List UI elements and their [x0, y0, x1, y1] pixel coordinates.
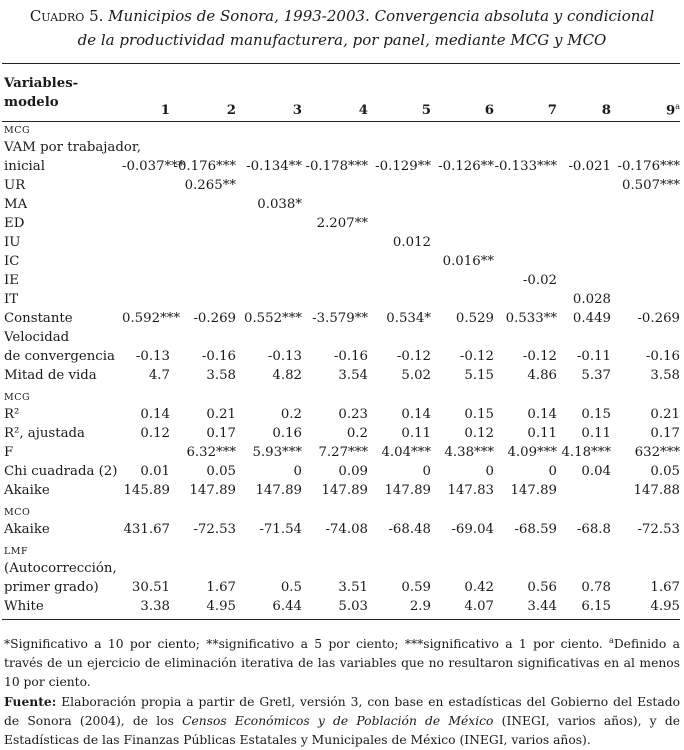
cell-model-2: [170, 233, 236, 252]
cell-model-3: [236, 176, 302, 195]
cell-model-6: 0.016**: [442, 254, 494, 269]
cell-model-9: 0.21: [650, 407, 680, 422]
cell-model-2: [170, 290, 236, 309]
cell-model-9: [611, 271, 680, 290]
cell-model-6: [431, 138, 494, 157]
header-col-7: 7: [547, 103, 557, 118]
cell-model-7: 4.09***: [507, 445, 557, 460]
cell-model-4: [302, 271, 368, 290]
row-label: White: [4, 599, 44, 614]
row-label: inicial: [4, 159, 45, 174]
row-label: Chi cuadrada (2): [4, 464, 118, 479]
row-label: Akaike: [4, 522, 50, 537]
row-label: IT: [4, 292, 19, 307]
header-col-9: 9$^a$: [665, 101, 680, 118]
cell-model-9: [611, 290, 680, 309]
cell-model-8: 0.11: [581, 426, 611, 441]
cell-model-7: [494, 328, 557, 347]
cell-model-3: [236, 290, 302, 309]
table-row: [4, 138, 680, 157]
cell-model-7: 0.11: [527, 426, 557, 441]
cell-model-7: 0.533**: [505, 311, 557, 326]
header-col-4: 4: [358, 103, 368, 118]
cell-model-6: -0.126**: [438, 159, 494, 174]
cell-model-4: 5.03: [338, 599, 368, 614]
table-row: [4, 481, 680, 500]
cell-model-2: -72.53: [193, 522, 236, 537]
cell-model-3: 0.038*: [257, 197, 302, 212]
cell-model-3: 5.93***: [252, 445, 302, 460]
table-row: [4, 405, 680, 424]
cell-model-5: 0.012: [392, 235, 431, 250]
cell-model-5: [368, 290, 431, 309]
cell-model-8: 0.028: [572, 292, 611, 307]
cell-model-2: [170, 138, 236, 157]
table-row: [4, 157, 680, 176]
cell-model-7: 0: [548, 464, 557, 479]
table-row: [4, 424, 680, 443]
cell-model-1: 0.01: [140, 464, 170, 479]
cell-model-4: 147.89: [321, 483, 368, 498]
cell-model-8: 0.449: [572, 311, 611, 326]
table-body: [4, 118, 680, 385]
cell-model-6: [431, 214, 494, 233]
row-label: IU: [4, 235, 21, 250]
cell-model-5: 0.534*: [386, 311, 431, 326]
row-label: ED: [4, 216, 25, 231]
cell-model-9: 4.95: [650, 599, 680, 614]
row-label: Constante: [4, 311, 73, 326]
cell-model-3: 0.2: [280, 407, 302, 422]
caption-label: Cuadro 5.: [29, 7, 104, 25]
cell-model-3: 0.16: [272, 426, 302, 441]
cell-model-4: [302, 290, 368, 309]
cell-model-9: -0.269: [637, 311, 680, 326]
cell-model-7: -0.133***: [494, 159, 557, 174]
cell-model-1: [122, 233, 170, 252]
row-label: Akaike: [4, 483, 50, 498]
row-label: UR: [4, 178, 26, 193]
cell-model-1: 431.67: [123, 522, 170, 537]
cell-model-3: -0.134**: [246, 159, 302, 174]
table-row: [4, 214, 680, 233]
cell-model-3: [236, 233, 302, 252]
cell-model-5: 0.59: [401, 580, 431, 595]
cell-model-8: [557, 214, 611, 233]
cell-model-6: 4.38***: [444, 445, 494, 460]
source-title: Censos Económicos y de Población de México: [182, 714, 494, 729]
cell-model-2: -0.176***: [173, 159, 236, 174]
section-lmf: LMF: [4, 546, 29, 557]
cell-model-3: [236, 214, 302, 233]
cell-model-3: [236, 138, 302, 157]
cell-model-8: 6.15: [581, 599, 611, 614]
cell-model-8: -0.11: [576, 349, 611, 364]
row-label: primer grado): [4, 580, 99, 595]
cell-model-3: [236, 252, 302, 271]
cell-model-4: 0.23: [338, 407, 368, 422]
cell-model-3: -0.13: [267, 349, 302, 364]
note-sup-a: a: [609, 636, 614, 645]
cell-model-5: 0: [422, 464, 431, 479]
header-col-8: 8: [601, 103, 611, 118]
cell-model-4: 3.51: [338, 580, 368, 595]
cell-model-9: [611, 214, 680, 233]
cell-model-4: [302, 138, 368, 157]
cell-model-7: [494, 138, 557, 157]
cell-model-7: [494, 252, 557, 271]
cell-model-3: [236, 559, 302, 578]
table-row: [4, 271, 680, 290]
cell-model-8: -68.8: [576, 522, 611, 537]
cell-model-6: [431, 195, 494, 214]
cell-model-8: 0.04: [581, 464, 611, 479]
cell-model-2: 4.95: [206, 599, 236, 614]
cell-model-2: 3.58: [206, 368, 236, 383]
cell-model-8: 0.78: [581, 580, 611, 595]
cell-model-1: [122, 214, 170, 233]
cell-model-1: 0.14: [140, 407, 170, 422]
table-row: [4, 597, 680, 616]
cell-model-5: 4.04***: [381, 445, 431, 460]
table-row: [4, 347, 680, 366]
row-label: (Autocorrección,: [4, 561, 117, 576]
cell-model-7: 0.56: [527, 580, 557, 595]
table-row: [4, 559, 680, 578]
cell-model-1: [122, 176, 170, 195]
cell-model-4: 3.54: [338, 368, 368, 383]
row-label: R², ajustada: [4, 426, 85, 441]
cell-model-9: -0.176***: [617, 159, 680, 174]
source-text-2: (INEGI, varios años), y de Estadísticas de las Finanzas Públicas Estatales y Municipales de México (INEGI, varios años).: [4, 714, 680, 748]
header-col-3: 3: [292, 103, 302, 118]
cell-model-7: -0.02: [522, 273, 557, 288]
table-row: [4, 176, 680, 195]
table-row: [4, 252, 680, 271]
cell-model-1: -0.13: [135, 349, 170, 364]
results-table: [4, 72, 680, 616]
cell-model-1: [122, 559, 170, 578]
cell-model-9: -0.16: [645, 349, 680, 364]
cell-model-1: [122, 195, 170, 214]
caption-line2: de la productividad manufacturera, por panel, mediante MCG y MCO: [77, 31, 607, 49]
cell-model-4: 0.2: [346, 426, 368, 441]
table-row: [4, 366, 680, 385]
cell-model-1: 3.38: [140, 599, 170, 614]
cell-model-5: 0.14: [401, 407, 431, 422]
cell-model-2: -0.269: [193, 311, 236, 326]
cell-model-4: [302, 252, 368, 271]
cell-model-2: 6.32***: [186, 445, 236, 460]
cell-model-1: 0.592***: [122, 311, 181, 326]
cell-model-7: [494, 233, 557, 252]
top-rule: [2, 63, 680, 64]
cell-model-5: [368, 138, 431, 157]
cell-model-6: [431, 328, 494, 347]
cell-model-7: [494, 176, 557, 195]
header-col-6: 6: [484, 103, 494, 118]
cell-model-3: 4.82: [272, 368, 302, 383]
cell-model-2: [170, 559, 236, 578]
cell-model-8: [557, 481, 611, 500]
table-row: [4, 233, 680, 252]
definition-note: Definido a través de un ejercicio de eliminación iterativa de las variables que no resultaron significativas en al menos 10 por ciento.: [4, 637, 680, 690]
section-mco: MCO: [4, 507, 31, 518]
table-row: [4, 578, 680, 597]
cell-model-9: [611, 252, 680, 271]
cell-model-6: -0.12: [459, 349, 494, 364]
cell-model-2: 0.21: [206, 407, 236, 422]
cell-model-6: 5.15: [464, 368, 494, 383]
cell-model-2: 147.89: [189, 483, 236, 498]
cell-model-8: [557, 559, 611, 578]
cell-model-4: -3.579**: [312, 311, 368, 326]
table-row: [4, 520, 680, 539]
cell-model-5: [368, 559, 431, 578]
cell-model-6: 0.12: [464, 426, 494, 441]
cell-model-5: -68.48: [388, 522, 431, 537]
cell-model-5: [368, 176, 431, 195]
cell-model-2: [170, 328, 236, 347]
row-label: VAM por trabajador,: [4, 140, 142, 155]
section-mcg-stats: MCG: [4, 392, 31, 403]
cell-model-7: 3.44: [527, 599, 557, 614]
cell-model-5: [368, 252, 431, 271]
cell-model-2: [170, 214, 236, 233]
cell-model-6: [431, 290, 494, 309]
cell-model-3: 6.44: [272, 599, 302, 614]
cell-model-1: [122, 443, 170, 462]
cell-model-4: 2.207**: [316, 216, 368, 231]
section-label-row: [4, 500, 680, 520]
row-label: Mitad de vida: [4, 368, 97, 383]
cell-model-3: 147.89: [255, 483, 302, 498]
table-body-mco: [4, 500, 680, 539]
cell-model-7: -68.59: [514, 522, 557, 537]
cell-model-6: -69.04: [451, 522, 494, 537]
header-variables: Variables- modelo: [4, 76, 79, 110]
cell-model-2: 0.17: [206, 426, 236, 441]
cell-model-9: 147.88: [633, 483, 680, 498]
table-row: [4, 195, 680, 214]
cell-model-7: 0.14: [527, 407, 557, 422]
cell-model-6: 0.15: [464, 407, 494, 422]
cell-model-5: 147.89: [384, 483, 431, 498]
cell-model-1: [122, 271, 170, 290]
cell-model-6: 0.42: [464, 580, 494, 595]
significance-note: *Significativo a 10 por ciento; **significativo a 5 por ciento; ***significativo a 1 por ciento.: [4, 637, 603, 652]
cell-model-6: [431, 271, 494, 290]
cell-model-3: 0.5: [280, 580, 302, 595]
table-row: [4, 462, 680, 481]
cell-model-1: 0.12: [140, 426, 170, 441]
row-label: MA: [4, 197, 28, 212]
row-label: Velocidad: [4, 330, 70, 345]
section-mcg: MCG: [4, 125, 31, 136]
table-row: [4, 443, 680, 462]
cell-model-1: 145.89: [123, 483, 170, 498]
cell-model-4: -0.16: [333, 349, 368, 364]
cell-model-1: 30.51: [131, 580, 170, 595]
cell-model-5: -0.129**: [375, 159, 431, 174]
cell-model-7: 4.86: [527, 368, 557, 383]
cell-model-2: [170, 271, 236, 290]
cell-model-7: [494, 290, 557, 309]
cell-model-3: [236, 328, 302, 347]
cell-model-7: [494, 195, 557, 214]
cell-model-9: 0.05: [650, 464, 680, 479]
row-label: R²: [4, 407, 20, 422]
cell-model-7: -0.12: [522, 349, 557, 364]
bottom-rule: [2, 619, 680, 620]
cell-model-5: 5.02: [401, 368, 431, 383]
table-body-stats: [4, 385, 680, 500]
cell-model-6: 147.83: [447, 483, 494, 498]
cell-model-4: [302, 176, 368, 195]
cell-model-7: [494, 559, 557, 578]
cell-model-9: [611, 233, 680, 252]
cell-model-4: 7.27***: [318, 445, 368, 460]
cell-model-2: 1.67: [206, 580, 236, 595]
cell-model-2: [170, 195, 236, 214]
cell-model-1: [122, 290, 170, 309]
table-body-lmf: [4, 539, 680, 616]
cell-model-4: -0.178***: [305, 159, 368, 174]
source-label: Fuente:: [4, 694, 57, 710]
cell-model-9: 3.58: [650, 368, 680, 383]
cell-model-8: [557, 195, 611, 214]
cell-model-6: [431, 559, 494, 578]
cell-model-9: [611, 138, 680, 157]
cell-model-6: [431, 176, 494, 195]
cell-model-4: [302, 328, 368, 347]
row-label: de convergencia: [4, 349, 115, 364]
cell-model-4: [302, 195, 368, 214]
cell-model-3: 0: [293, 464, 302, 479]
cell-model-6: 0: [485, 464, 494, 479]
cell-model-9: [611, 195, 680, 214]
cell-model-8: [557, 328, 611, 347]
cell-model-9: 632***: [634, 445, 680, 460]
cell-model-5: [368, 195, 431, 214]
row-label: IE: [4, 273, 19, 288]
cell-model-8: 0.15: [581, 407, 611, 422]
table-notes: [4, 631, 680, 750]
cell-model-3: [236, 271, 302, 290]
cell-model-7: [494, 214, 557, 233]
cell-model-5: [368, 271, 431, 290]
cell-model-9: 1.67: [650, 580, 680, 595]
header-col-1: 1: [160, 103, 170, 118]
cell-model-2: 0.05: [206, 464, 236, 479]
table-row: [4, 309, 680, 328]
cell-model-5: [368, 214, 431, 233]
cell-model-4: [302, 233, 368, 252]
cell-model-2: 0.265**: [184, 178, 236, 193]
cell-model-6: 0.529: [455, 311, 494, 326]
cell-model-8: [557, 138, 611, 157]
cell-model-8: 5.37: [581, 368, 611, 383]
cell-model-3: -71.54: [259, 522, 302, 537]
section-label-row: [4, 385, 680, 405]
caption-line1: Municipios de Sonora, 1993-2003. Convergencia absoluta y condicional: [108, 7, 655, 25]
cell-model-8: 4.18***: [561, 445, 611, 460]
cell-model-8: [557, 252, 611, 271]
header-col-5: 5: [421, 103, 431, 118]
cell-model-3: 0.552***: [243, 311, 302, 326]
cell-model-8: -0.021: [568, 159, 611, 174]
cell-model-1: [122, 328, 170, 347]
cell-model-5: -0.12: [396, 349, 431, 364]
cell-model-8: [557, 176, 611, 195]
table-row: [4, 328, 680, 347]
cell-model-1: [122, 252, 170, 271]
cell-model-4: -74.08: [325, 522, 368, 537]
cell-model-6: [431, 233, 494, 252]
source-text-1: Elaboración propia a partir de Gretl, versión 3, con base en estadísticas del Gobierno del Estado de Sonora (2004), de los: [4, 695, 680, 729]
row-label: IC: [4, 254, 20, 269]
cell-model-9: [611, 328, 680, 347]
cell-model-1: -0.037***: [122, 159, 185, 174]
cell-model-5: [368, 328, 431, 347]
cell-model-6: 4.07: [464, 599, 494, 614]
table-caption: [0, 4, 684, 52]
header-row: [4, 72, 680, 118]
section-label-row: [4, 539, 680, 559]
cell-model-9: 0.507***: [621, 178, 680, 193]
cell-model-8: [557, 233, 611, 252]
table-row: [4, 290, 680, 309]
cell-model-2: -0.16: [201, 349, 236, 364]
header-col-2: 2: [226, 103, 236, 118]
cell-model-4: [302, 559, 368, 578]
row-label: F: [4, 445, 14, 460]
cell-model-1: 4.7: [148, 368, 170, 383]
section-label-row: [4, 118, 680, 138]
cell-model-2: [170, 252, 236, 271]
cell-model-5: 0.11: [401, 426, 431, 441]
cell-model-8: [557, 271, 611, 290]
cell-model-7: 147.89: [510, 483, 557, 498]
cell-model-9: [611, 559, 680, 578]
cell-model-4: 0.09: [338, 464, 368, 479]
cell-model-9: -72.53: [637, 522, 680, 537]
cell-model-5: 2.9: [409, 599, 431, 614]
cell-model-9: 0.17: [650, 426, 680, 441]
